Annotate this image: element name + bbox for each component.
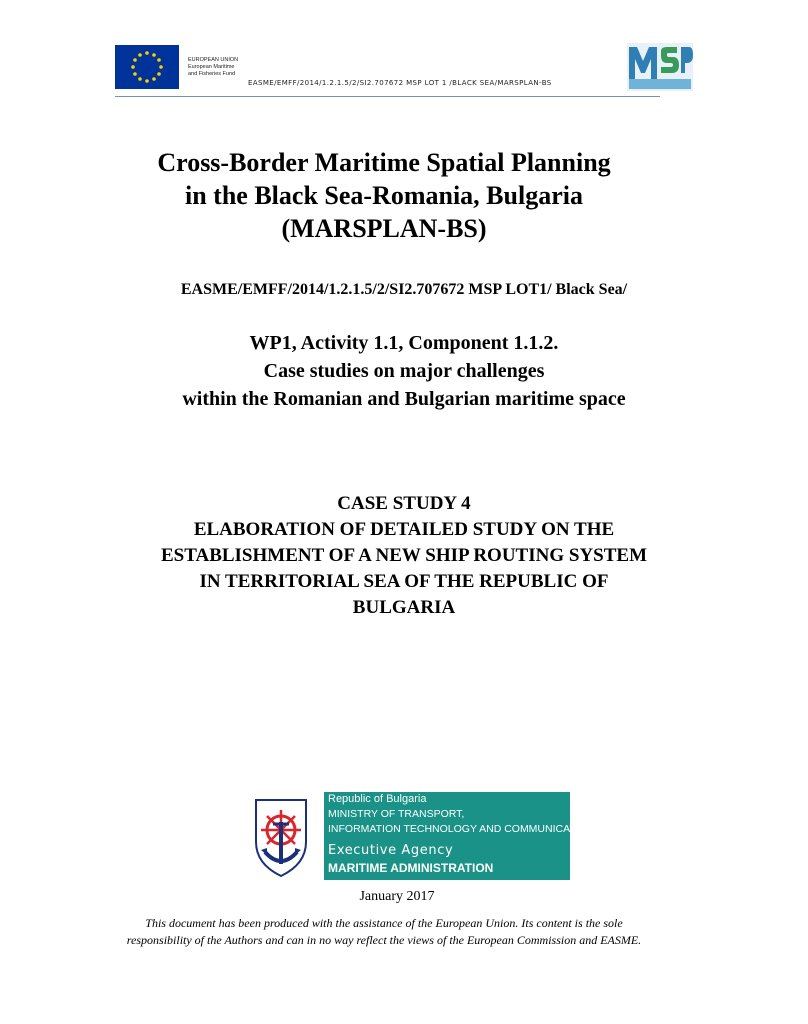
title-line: in the Black Sea-Romania, Bulgaria [185, 181, 583, 210]
logo-text-administration: MARITIME ADMINISTRATION [328, 861, 494, 875]
disclaimer-line: This document has been produced with the assistance of the European Union. Its content is the sole [145, 916, 623, 930]
logo-text-country: Republic of Bulgaria [328, 793, 427, 805]
logo-text-ministry-scope: INFORMATION TECHNOLOGY AND COMMUNICATIONS [328, 823, 602, 835]
header-reference: EASME/EMFF/2014/1.2.1.5/2/SI2.707672 MSP LOT 1 /BLACK SEA/MARSPLAN-BS [248, 79, 552, 87]
logo-text-agency: Executive Agency [328, 843, 454, 858]
eu-disclaimer [0, 915, 768, 949]
eu-label-line: and Fisheries Fund [188, 71, 236, 77]
msp-logo-icon [627, 41, 693, 93]
case-study-line: BULGARIA [352, 597, 456, 618]
work-package-line: within the Romanian and Bulgarian maritime space [182, 388, 626, 410]
case-study-line: ESTABLISHMENT OF A NEW SHIP ROUTING SYSTEM [160, 545, 648, 566]
logo-text-ministry: MINISTRY OF TRANSPORT, [328, 808, 465, 820]
eu-label-line: European Maritime [188, 64, 235, 70]
document-title [0, 146, 768, 245]
case-study-line: ELABORATION OF DETAILED STUDY ON THE [193, 519, 615, 540]
project-reference: EASME/EMFF/2014/1.2.1.5/2/SI2.707672 MSP LOT1/ Black Sea/ [180, 281, 628, 298]
work-package-heading [0, 329, 808, 413]
ship-wheel-icon [238, 792, 324, 880]
maritime-administration-logo [238, 792, 602, 880]
msp-logo [627, 41, 693, 93]
eu-fund-label [188, 57, 258, 78]
case-study-line: IN TERRITORIAL SEA OF THE REPUBLIC OF [199, 571, 609, 592]
disclaimer-line: responsibility of the Authors and can in no way reflect the views of the European Commission and EASME. [126, 933, 642, 947]
document-date: January 2017 [359, 889, 435, 904]
eu-label-line: EUROPEAN UNION [188, 57, 239, 63]
case-study-line: CASE STUDY 4 [337, 493, 471, 514]
ship-wheel-emblem [238, 792, 324, 880]
title-line: Cross-Border Maritime Spatial Planning [157, 148, 611, 177]
work-package-line: WP1, Activity 1.1, Component 1.1.2. [249, 332, 559, 354]
eu-stars-icon [115, 45, 179, 89]
work-package-line: Case studies on major challenges [263, 360, 545, 382]
header-divider [115, 96, 660, 97]
title-line: (MARSPLAN-BS) [281, 214, 487, 243]
page-header [0, 0, 768, 100]
case-study-heading [0, 491, 808, 621]
eu-flag-logo [115, 45, 179, 89]
